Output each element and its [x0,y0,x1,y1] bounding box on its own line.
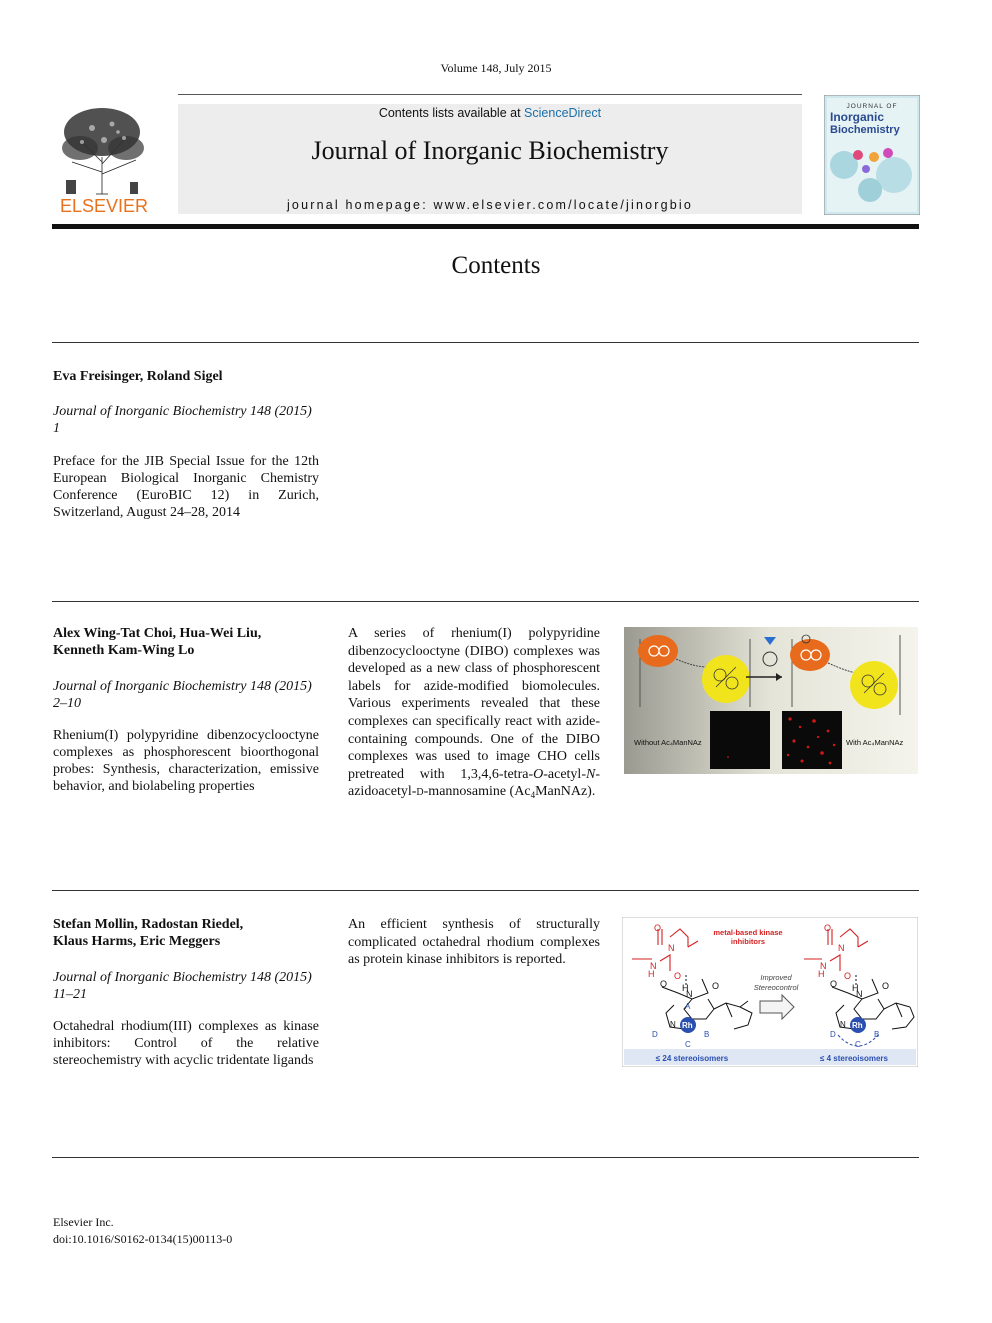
ligand-b: B [874,1030,880,1039]
ligand-b: B [704,1030,710,1039]
availability-text: Contents lists available at [378,106,521,120]
ligand-d: D [652,1030,658,1039]
volume-info: Volume 148, July 2015 [440,61,552,75]
elsevier-tree-icon [52,102,156,216]
citation-journal: Journal of Inorganic Biochemistry 148 (2015) [53,404,312,419]
graphical-abstract-1[interactable] [624,627,918,774]
atom-h: H [818,969,825,979]
metal-label: Rh [852,1021,863,1030]
atom-n: N [668,943,675,953]
arrow-label-line1: Improved [760,973,792,982]
ligand-a: A [685,1002,691,1011]
authors-line1: Stefan Mollin, Radostan Riedel, [53,917,244,932]
atom-o: O [654,923,662,933]
page-title: Contents [451,252,541,279]
atom-n: N [650,961,657,971]
abstract-text: A series of rhenium(I) polypyridine dibenzocyclooctyne (DIBO) complexes was developed as a new class of phosphorescent labels for azide-modified biomolecules. Various experiments revealed that these complexes can specifically react with azide-containing compounds. One of the DIBO complexes was used to image CHO cells pretreated with 1,3,4,6-tetra- [348,626,600,782]
journal-cover-image [824,95,920,215]
cover-title-line2: Inorganic [830,110,885,124]
cover-title-line1: JOURNAL OF [846,103,898,110]
abstract-text: ManNAz). [535,784,596,800]
authors-line2: Klaus Harms, Eric Meggers [53,934,221,949]
microscopy-panel-control [710,711,770,769]
left-caption: ≤ 24 stereoisomers [655,1054,729,1063]
article-authors: Eva Freisinger, Roland Sigel [53,369,223,384]
journal-homepage[interactable]: journal homepage: www.elsevier.com/locate/jinorgbio [286,198,694,212]
article-citation[interactable] [53,969,321,1003]
abstract-smallcaps-d: D [416,787,424,799]
article-title[interactable]: Octahedral rhodium(III) complexes as kinase inhibitors: Control of the relative stereochemistry with acyclic tridentate ligands [53,1019,319,1068]
citation-pages: 11–21 [53,987,87,1002]
article-citation[interactable] [53,678,321,712]
atom-n: N [838,943,845,953]
section-divider [52,890,919,891]
article-abstract [348,625,600,802]
sciencedirect-link[interactable]: ScienceDirect [524,106,602,120]
contents-availability [178,106,802,120]
atom-h: H [648,969,655,979]
journal-title: Journal of Inorganic Biochemistry [311,136,669,165]
cover-title-line3: Biochemistry [830,124,900,136]
section-divider [52,601,919,602]
ligand-c: C [855,1040,861,1049]
section-divider [52,342,919,343]
abstract-text: -azidoacetyl- [348,766,600,800]
atom-o: O [712,981,720,991]
abstract-subscript: 4 [530,790,536,801]
atom-n: N [840,1020,846,1029]
footer [53,1214,232,1248]
authors-line1: Alex Wing-Tat Choi, Hua-Wei Liu, [53,626,262,641]
article-authors [53,916,328,950]
header-rule [178,94,802,95]
atom-o: O [674,971,682,981]
center-label-line1: metal-based kinase [713,928,783,937]
footer-publisher: Elsevier Inc. [53,1215,114,1229]
atom-n: N [670,1020,676,1029]
footer-doi[interactable]: doi:10.1016/S0162-0134(15)00113-0 [53,1232,233,1246]
graphical-abstract-image [622,917,918,1067]
article-title[interactable]: Rhenium(I) polypyridine dibenzocyclooctyne complexes as phosphorescent bioorthogonal probes: Synthesis, characterization, emissive behavior, and biolabeling properties [53,728,319,794]
label-with: With Ac₄ManNAz [846,738,904,747]
section-divider [52,1157,919,1158]
article-authors [53,625,328,659]
ligand-c: C [685,1040,691,1049]
header-thick-rule [52,224,919,229]
atom-o: O [830,979,838,989]
graphical-abstract-2[interactable] [622,917,918,1067]
citation-journal: Journal of Inorganic Biochemistry 148 (2015) [53,970,312,985]
authors-line2: Kenneth Kam-Wing Lo [53,643,195,658]
label-without: Without Ac₄ManNAz [634,738,702,747]
atom-h: H [852,983,859,993]
article-citation[interactable] [53,403,321,437]
atom-n: N [856,989,863,999]
graphical-abstract-image [624,627,918,774]
right-caption: ≤ 4 stereoisomers [820,1054,888,1063]
center-label-line2: inhibitors [730,937,766,946]
citation-pages: 1 [53,421,60,436]
atom-o: O [844,971,852,981]
atom-o: O [824,923,832,933]
arrow-label-line2: Stereocontrol [753,983,799,992]
abstract-text: -acetyl- [543,766,586,782]
journal-cover[interactable] [824,95,920,215]
dibo-ring-icon [638,635,678,667]
metal-label: Rh [682,1021,693,1030]
abstract-italic-o: O [533,766,544,782]
elsevier-wordmark: ELSEVIER [59,196,149,216]
article-title[interactable]: Preface for the JIB Special Issue for the 12th European Biological Inorganic Chemistry Conference (EuroBIC 12) in Zurich, Switzerland, August 24–28, 2014 [53,454,319,520]
citation-pages: 2–10 [53,696,81,711]
atom-n: N [820,961,827,971]
elsevier-logo[interactable] [52,102,156,216]
atom-h: H [682,983,689,993]
rhenium-complex-icon [702,655,750,703]
article-abstract: An efficient synthesis of structurally complicated octahedral rhodium complexes as protein kinase inhibitors is reported. [348,917,600,968]
abstract-italic-n: N [585,766,596,782]
citation-journal: Journal of Inorganic Biochemistry 148 (2015) [53,679,312,694]
ligand-d: D [830,1030,836,1039]
atom-o: O [660,979,668,989]
atom-o: O [882,981,890,991]
abstract-text: -mannosamine (Ac [423,784,531,800]
atom-n: N [686,989,693,999]
